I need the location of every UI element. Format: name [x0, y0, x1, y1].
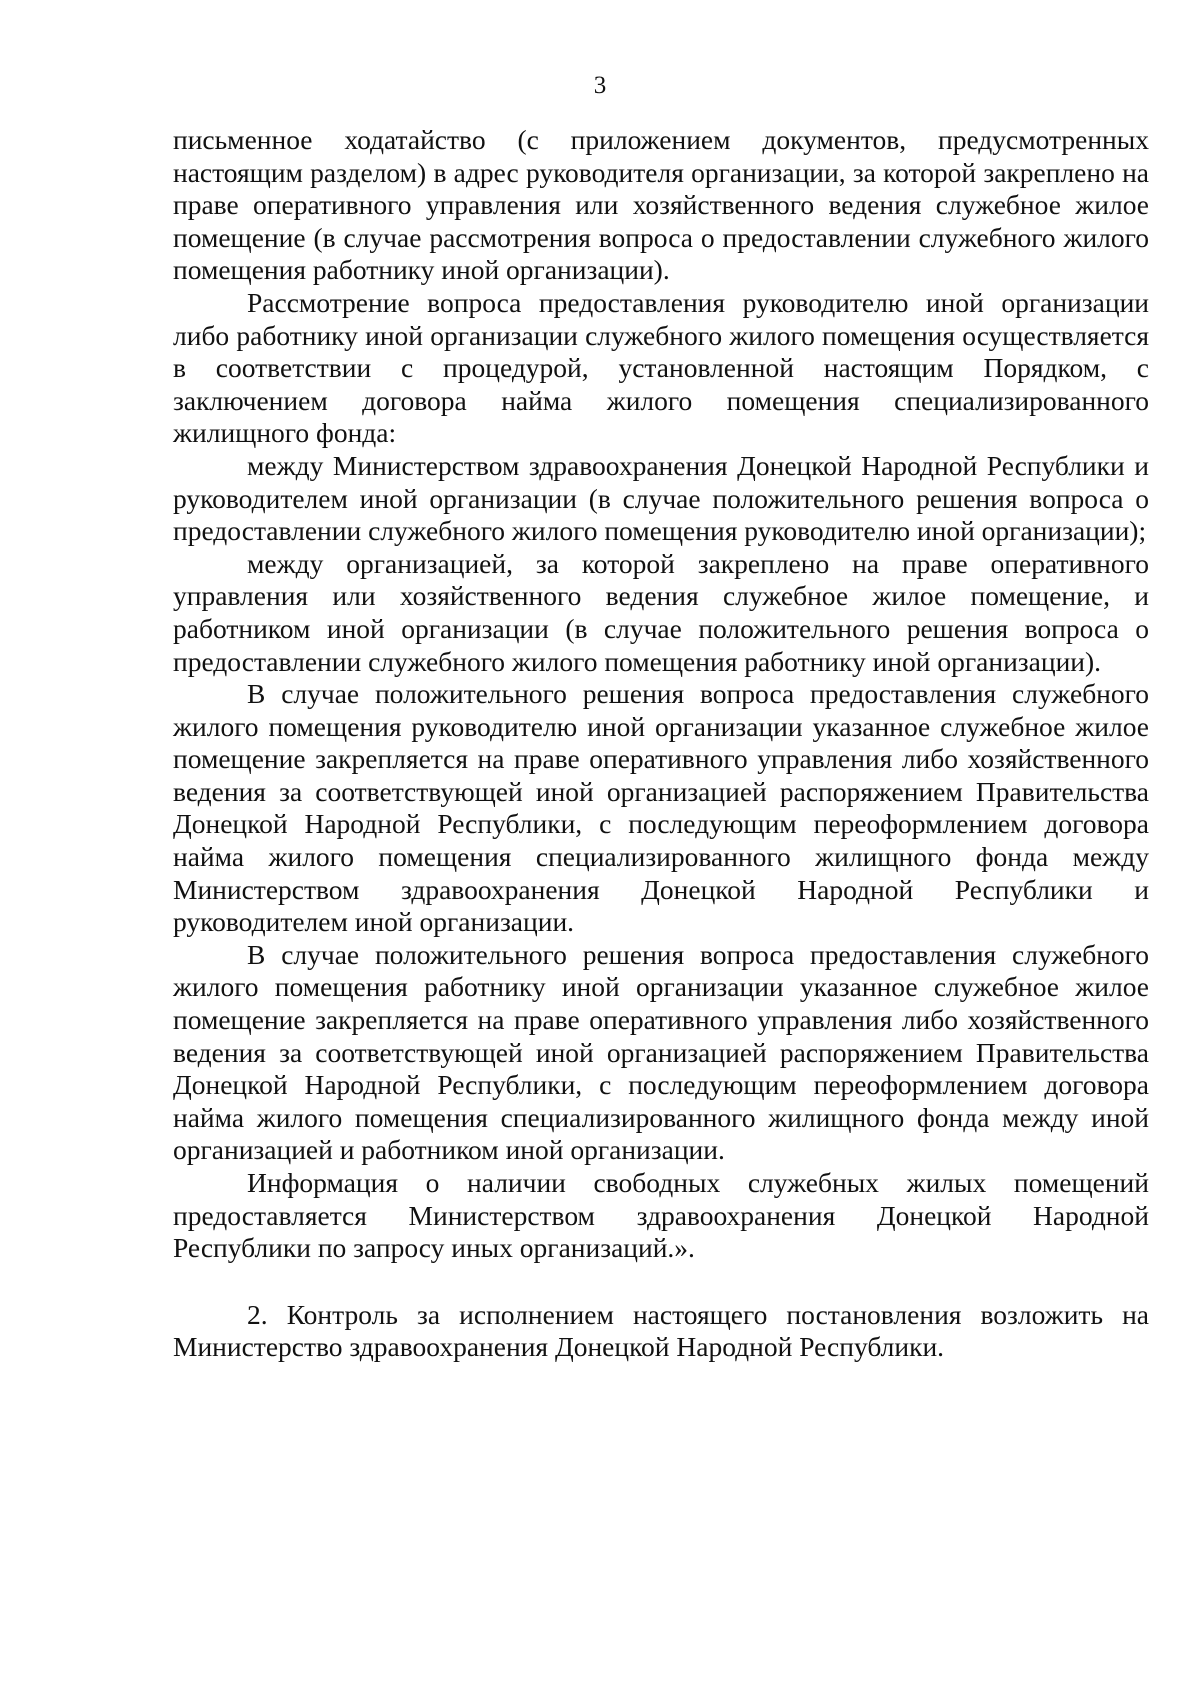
paragraph-consideration-procedure: Рассмотрение вопроса предоставления руководителю иной организации либо работнику иной организации служебного жилого помещения осуществляется в соответствии с процедурой, установленной настоящим Порядком, с заключением договора найма жилого помещения специализированного жилищного фонда: — [173, 286, 1149, 449]
paragraph-organization-contract: между организацией, за которой закреплено на праве оперативного управления или хозяйственного ведения служебное жилое помещение, и работником иной организации (в случае положительного решения вопроса о предоставлении служебного жилого помещения работнику иной организации). — [173, 547, 1149, 677]
paragraph-head-decision: В случае положительного решения вопроса предоставления служебного жилого помещения руководителю иной организации указанное служебное жилое помещение закрепляется на праве оперативного управления либо хозяйственного ведения за соответствующей иной организацией распоряжением Правительства Донецкой Народной Республики, с последующим переоформлением договора найма жилого помещения специализированного жилищного фонда между Министерством здравоохранения Донецкой Народной Республики и руководителем иной организации. — [173, 678, 1149, 938]
paragraph-ministry-contract: между Министерством здравоохранения Донецкой Народной Республики и руководителем иной организации (в случае положительного решения вопроса о предоставлении служебного жилого помещения руководителю иной организации); — [173, 449, 1149, 547]
paragraph-control-clause: 2. Контроль за исполнением настоящего постановления возложить на Министерство здравоохранения Донецкой Народной Республики. — [173, 1298, 1149, 1363]
document-body — [173, 124, 1149, 1364]
paragraph-vacancy-information: Информация о наличии свободных служебных жилых помещений предоставляется Министерством здравоохранения Донецкой Народной Республики по запросу иных организаций.». — [173, 1167, 1149, 1264]
page-number: 3 — [593, 72, 607, 99]
paragraph-continuation: письменное ходатайство (с приложением документов, предусмотренных настоящим разделом) в адрес руководителя организации, за которой закреплено на праве оперативного управления или хозяйственного ведения служебное жилое помещение (в случае рассмотрения вопроса о предоставлении служебного жилого помещения работнику иной организации). — [173, 124, 1149, 286]
paragraph-employee-decision: В случае положительного решения вопроса предоставления служебного жилого помещения работнику иной организации указанное служебное жилое помещение закрепляется на праве оперативного управления либо хозяйственного ведения за соответствующей иной организацией распоряжением Правительства Донецкой Народной Республики, с последующим переоформлением договора найма жилого помещения специализированного жилищного фонда между иной организацией и работником иной организации. — [173, 938, 1149, 1166]
